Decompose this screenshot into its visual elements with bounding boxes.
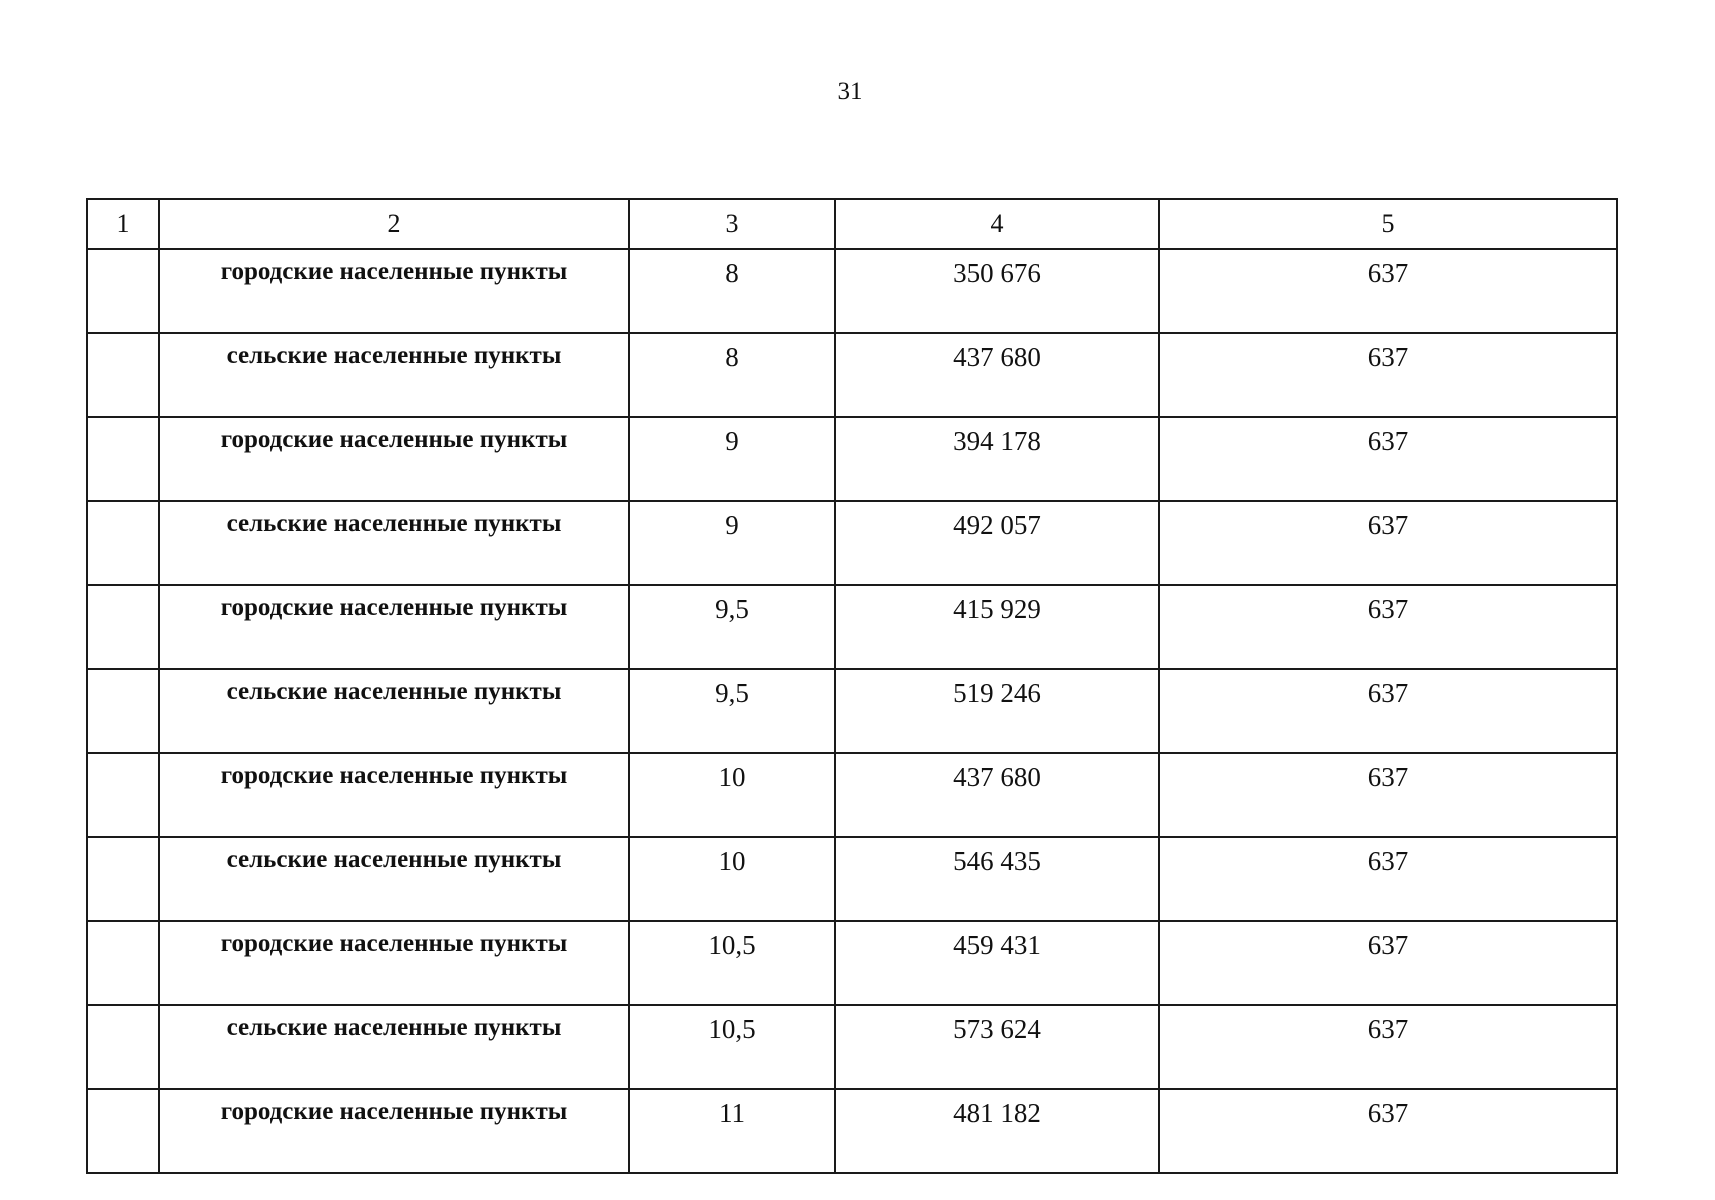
value-col3-cell: 9: [629, 501, 835, 585]
row-index-cell: [87, 1089, 159, 1173]
page-number: 31: [837, 78, 863, 105]
settlement-type-cell: сельские населенные пункты: [159, 333, 629, 417]
header-cell: 4: [835, 199, 1159, 249]
value-col3-cell: 10,5: [629, 921, 835, 1005]
header-cell: 3: [629, 199, 835, 249]
value-col4-cell: 394 178: [835, 417, 1159, 501]
settlement-type-cell: городские населенные пункты: [159, 753, 629, 837]
row-index-cell: [87, 417, 159, 501]
settlement-type-cell: сельские населенные пункты: [159, 1005, 629, 1089]
table-row: [87, 501, 1617, 585]
row-index-cell: [87, 501, 159, 585]
table-row: [87, 1089, 1617, 1173]
settlement-type-cell: городские населенные пункты: [159, 249, 629, 333]
settlement-type-cell: городские населенные пункты: [159, 921, 629, 1005]
value-col4-cell: 415 929: [835, 585, 1159, 669]
settlement-type-cell: сельские населенные пункты: [159, 669, 629, 753]
table-row: [87, 585, 1617, 669]
table-row: [87, 921, 1617, 1005]
row-index-cell: [87, 837, 159, 921]
settlement-type-cell: городские населенные пункты: [159, 1089, 629, 1173]
data-table: [86, 198, 1618, 1174]
value-col5-cell: 637: [1159, 837, 1617, 921]
table-row: [87, 333, 1617, 417]
settlement-type-cell: сельские населенные пункты: [159, 837, 629, 921]
row-index-cell: [87, 753, 159, 837]
value-col5-cell: 637: [1159, 1005, 1617, 1089]
table-row: [87, 669, 1617, 753]
row-index-cell: [87, 333, 159, 417]
row-index-cell: [87, 585, 159, 669]
header-cell: 1: [87, 199, 159, 249]
value-col5-cell: 637: [1159, 501, 1617, 585]
value-col3-cell: 10,5: [629, 1005, 835, 1089]
table-row: [87, 837, 1617, 921]
table-row: [87, 249, 1617, 333]
table-row: [87, 1005, 1617, 1089]
value-col5-cell: 637: [1159, 417, 1617, 501]
value-col3-cell: 9,5: [629, 669, 835, 753]
value-col4-cell: 437 680: [835, 333, 1159, 417]
table-row: [87, 417, 1617, 501]
value-col5-cell: 637: [1159, 585, 1617, 669]
row-index-cell: [87, 921, 159, 1005]
settlement-type-cell: городские населенные пункты: [159, 585, 629, 669]
value-col4-cell: 459 431: [835, 921, 1159, 1005]
value-col3-cell: 8: [629, 249, 835, 333]
value-col3-cell: 8: [629, 333, 835, 417]
value-col5-cell: 637: [1159, 333, 1617, 417]
row-index-cell: [87, 1005, 159, 1089]
value-col5-cell: 637: [1159, 921, 1617, 1005]
value-col5-cell: 637: [1159, 753, 1617, 837]
header-cell: 2: [159, 199, 629, 249]
value-col3-cell: 10: [629, 837, 835, 921]
value-col5-cell: 637: [1159, 669, 1617, 753]
value-col4-cell: 546 435: [835, 837, 1159, 921]
value-col4-cell: 481 182: [835, 1089, 1159, 1173]
table-row: [87, 753, 1617, 837]
value-col5-cell: 637: [1159, 1089, 1617, 1173]
value-col4-cell: 492 057: [835, 501, 1159, 585]
value-col3-cell: 9: [629, 417, 835, 501]
value-col3-cell: 9,5: [629, 585, 835, 669]
settlement-type-cell: сельские населенные пункты: [159, 501, 629, 585]
value-col4-cell: 519 246: [835, 669, 1159, 753]
row-index-cell: [87, 669, 159, 753]
row-index-cell: [87, 249, 159, 333]
value-col3-cell: 11: [629, 1089, 835, 1173]
value-col4-cell: 350 676: [835, 249, 1159, 333]
value-col3-cell: 10: [629, 753, 835, 837]
settlement-type-cell: городские населенные пункты: [159, 417, 629, 501]
header-row: [87, 199, 1617, 249]
value-col4-cell: 573 624: [835, 1005, 1159, 1089]
value-col5-cell: 637: [1159, 249, 1617, 333]
header-cell: 5: [1159, 199, 1617, 249]
value-col4-cell: 437 680: [835, 753, 1159, 837]
